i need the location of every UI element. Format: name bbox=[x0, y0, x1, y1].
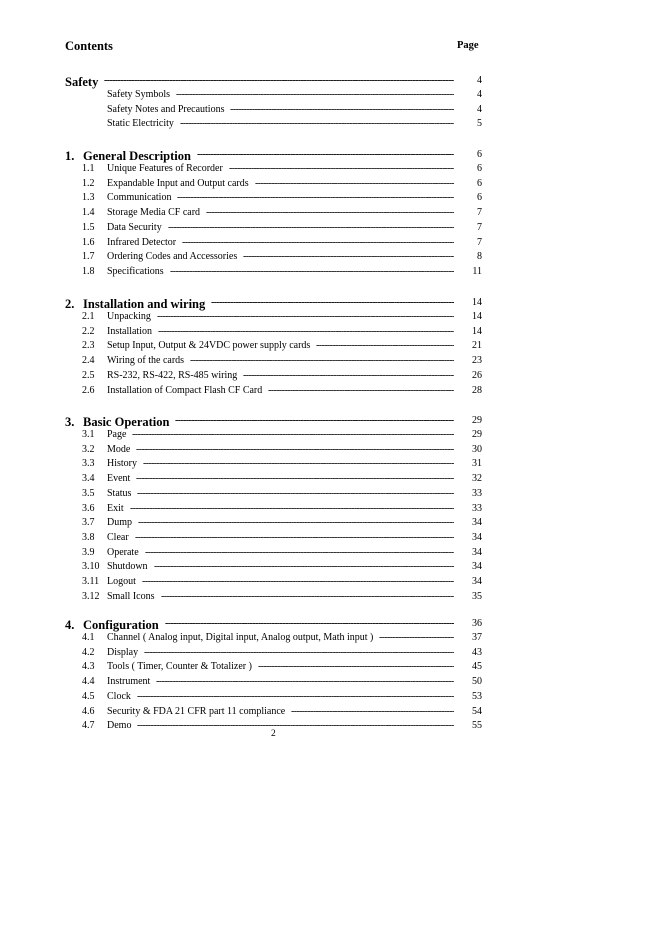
entry-number: 4.4 bbox=[82, 676, 95, 688]
section-page-number: 4 bbox=[477, 75, 482, 86]
entry-number: 3.11 bbox=[82, 576, 100, 587]
entry-page-number: 53 bbox=[472, 690, 482, 702]
dot-leader bbox=[135, 532, 454, 543]
entry-number: 1.1 bbox=[82, 163, 95, 174]
entry-number: 4.3 bbox=[82, 661, 95, 673]
entry-title: Safety Notes and Precautions bbox=[107, 103, 225, 115]
entry-page-number: 5 bbox=[477, 118, 482, 130]
entry-title: Instrument bbox=[107, 676, 151, 688]
dot-leader bbox=[258, 661, 454, 672]
entry-page-number: 30 bbox=[472, 443, 482, 455]
entry-page-number: 34 bbox=[472, 576, 482, 587]
entry-title: Event bbox=[107, 473, 131, 485]
dot-leader bbox=[104, 75, 454, 86]
page-column-label: Page bbox=[457, 40, 479, 51]
entry-page-number: 31 bbox=[472, 458, 482, 470]
dot-leader bbox=[136, 444, 454, 455]
entry-page-number: 32 bbox=[472, 473, 482, 485]
entry-title: Expandable Input and Output cards bbox=[107, 177, 249, 189]
dot-leader bbox=[197, 149, 454, 160]
entry-page-number: 29 bbox=[472, 429, 482, 440]
dot-leader bbox=[170, 266, 454, 277]
dot-leader bbox=[137, 720, 454, 731]
dot-leader bbox=[206, 207, 454, 218]
entry-page-number: 50 bbox=[472, 676, 482, 688]
entry-number: 2.1 bbox=[82, 311, 95, 322]
section-number: 3. bbox=[65, 415, 75, 429]
entry-page-number: 4 bbox=[477, 89, 482, 100]
entry-title: Exit bbox=[107, 502, 124, 514]
section-page-number: 36 bbox=[472, 618, 482, 629]
entry-title: Status bbox=[107, 487, 132, 499]
entry-number: 3.10 bbox=[82, 561, 100, 573]
entry-number: 2.4 bbox=[82, 355, 95, 367]
entry-title: Installation of Compact Flash CF Card bbox=[107, 384, 263, 396]
dot-leader bbox=[137, 691, 454, 702]
dot-leader bbox=[143, 458, 454, 469]
entry-title: RS-232, RS-422, RS-485 wiring bbox=[107, 369, 238, 381]
entry-number: 3.12 bbox=[82, 590, 100, 602]
entry-title: Channel ( Analog input, Digital input, Analog output, Math input ) bbox=[107, 632, 374, 643]
entry-title: Clear bbox=[107, 531, 129, 543]
section-title: Safety bbox=[65, 75, 99, 89]
dot-leader bbox=[136, 473, 454, 484]
entry-page-number: 54 bbox=[472, 705, 482, 717]
entry-title: Infrared Detector bbox=[107, 236, 177, 248]
dot-leader bbox=[291, 706, 454, 717]
entry-title: Operate bbox=[107, 546, 139, 558]
entry-number: 2.5 bbox=[82, 369, 95, 381]
entry-number: 2.2 bbox=[82, 325, 95, 337]
entry-number: 1.6 bbox=[82, 236, 95, 248]
entry-number: 3.7 bbox=[82, 517, 95, 529]
entry-number: 4.7 bbox=[82, 720, 95, 732]
section-page-number: 14 bbox=[472, 297, 482, 308]
entry-page-number: 55 bbox=[472, 720, 482, 732]
dot-leader bbox=[211, 297, 454, 308]
entry-page-number: 35 bbox=[472, 590, 482, 602]
entry-page-number: 28 bbox=[472, 384, 482, 396]
entry-number: 1.4 bbox=[82, 207, 95, 219]
entry-title: Mode bbox=[107, 443, 131, 455]
entry-number: 4.5 bbox=[82, 690, 95, 702]
dot-leader bbox=[161, 591, 454, 602]
entry-page-number: 34 bbox=[472, 531, 482, 543]
entry-title: Setup Input, Output & 24VDC power supply cards bbox=[107, 340, 311, 352]
dot-leader bbox=[243, 251, 454, 262]
entry-page-number: 6 bbox=[477, 163, 482, 174]
section-title: Basic Operation bbox=[83, 415, 170, 429]
entry-number: 4.2 bbox=[82, 646, 95, 658]
dot-leader bbox=[182, 237, 454, 248]
dot-leader bbox=[132, 429, 454, 440]
entry-page-number: 23 bbox=[472, 355, 482, 367]
entry-title: Ordering Codes and Accessories bbox=[107, 251, 238, 263]
entry-number: 3.9 bbox=[82, 546, 95, 558]
entry-page-number: 26 bbox=[472, 369, 482, 381]
entry-title: Small Icons bbox=[107, 590, 155, 602]
entry-title: Wiring of the cards bbox=[107, 355, 185, 367]
entry-page-number: 34 bbox=[472, 561, 482, 573]
dot-leader bbox=[190, 355, 454, 366]
dot-leader bbox=[243, 370, 454, 381]
entry-title: Safety Symbols bbox=[107, 89, 171, 100]
entry-title: Storage Media CF card bbox=[107, 207, 201, 219]
entry-number: 1.7 bbox=[82, 251, 95, 263]
entry-page-number: 6 bbox=[477, 177, 482, 189]
entry-number: 3.5 bbox=[82, 487, 95, 499]
dot-leader bbox=[137, 488, 454, 499]
section-number: 4. bbox=[65, 618, 75, 632]
entry-title: Security & FDA 21 CFR part 11 compliance bbox=[107, 705, 286, 717]
entry-page-number: 11 bbox=[472, 265, 482, 277]
dot-leader bbox=[268, 385, 454, 396]
section-page-number: 29 bbox=[472, 415, 482, 426]
entry-page-number: 34 bbox=[472, 546, 482, 558]
entry-number: 1.8 bbox=[82, 265, 95, 277]
section-number: 2. bbox=[65, 297, 75, 311]
entry-number: 3.4 bbox=[82, 473, 95, 485]
entry-page-number: 43 bbox=[472, 646, 482, 658]
dot-leader bbox=[156, 676, 454, 687]
entry-page-number: 6 bbox=[477, 192, 482, 204]
entry-title: Communication bbox=[107, 192, 172, 204]
entry-number: 3.8 bbox=[82, 531, 95, 543]
dot-leader bbox=[144, 647, 454, 658]
entry-page-number: 21 bbox=[472, 340, 482, 352]
dot-leader bbox=[168, 222, 454, 233]
section-title: Configuration bbox=[83, 618, 159, 632]
entry-title: Specifications bbox=[107, 265, 164, 277]
contents-title: Contents bbox=[65, 39, 113, 53]
entry-page-number: 14 bbox=[472, 325, 482, 337]
entry-title: Demo bbox=[107, 720, 132, 732]
dot-leader bbox=[138, 517, 454, 528]
entry-title: Dump bbox=[107, 517, 132, 529]
entry-page-number: 33 bbox=[472, 502, 482, 514]
dot-leader bbox=[157, 311, 454, 322]
entry-title: Data Security bbox=[107, 221, 162, 233]
entry-title: Unpacking bbox=[107, 311, 151, 322]
entry-page-number: 4 bbox=[477, 103, 482, 115]
entry-page-number: 7 bbox=[477, 207, 482, 219]
entry-title: History bbox=[107, 458, 137, 470]
entry-page-number: 45 bbox=[472, 661, 482, 673]
section-title: General Description bbox=[83, 149, 191, 163]
entry-title: Page bbox=[107, 429, 127, 440]
dot-leader bbox=[130, 503, 454, 514]
dot-leader bbox=[379, 632, 454, 643]
dot-leader bbox=[255, 178, 454, 189]
entry-page-number: 37 bbox=[472, 632, 482, 643]
entry-number: 3.2 bbox=[82, 443, 95, 455]
entry-page-number: 14 bbox=[472, 311, 482, 322]
entry-number: 2.6 bbox=[82, 384, 95, 396]
entry-title: Logout bbox=[107, 576, 136, 587]
entry-title: Clock bbox=[107, 690, 131, 702]
entry-number: 2.3 bbox=[82, 340, 95, 352]
dot-leader bbox=[158, 326, 454, 337]
dot-leader bbox=[229, 163, 454, 174]
entry-title: Tools ( Timer, Counter & Totalizer ) bbox=[107, 661, 252, 673]
dot-leader bbox=[175, 415, 454, 426]
entry-title: Static Electricity bbox=[107, 118, 174, 130]
entry-number: 4.6 bbox=[82, 705, 95, 717]
dot-leader bbox=[145, 547, 454, 558]
entry-page-number: 33 bbox=[472, 487, 482, 499]
dot-leader bbox=[142, 576, 454, 587]
entry-title: Shutdown bbox=[107, 561, 148, 573]
entry-page-number: 7 bbox=[477, 221, 482, 233]
entry-title: Installation bbox=[107, 325, 152, 337]
entry-number: 3.3 bbox=[82, 458, 95, 470]
dot-leader bbox=[176, 89, 454, 100]
dot-leader bbox=[180, 118, 454, 129]
dot-leader bbox=[230, 104, 454, 115]
entry-number: 3.6 bbox=[82, 502, 95, 514]
entry-page-number: 7 bbox=[477, 236, 482, 248]
dot-leader bbox=[316, 340, 454, 351]
dot-leader bbox=[154, 561, 454, 572]
entry-number: 1.5 bbox=[82, 221, 95, 233]
section-page-number: 6 bbox=[477, 149, 482, 160]
section-title: Installation and wiring bbox=[83, 297, 206, 311]
section-number: 1. bbox=[65, 149, 75, 163]
entry-number: 3.1 bbox=[82, 429, 95, 440]
entry-title: Display bbox=[107, 646, 139, 658]
entry-page-number: 34 bbox=[472, 517, 482, 529]
entry-number: 4.1 bbox=[82, 632, 95, 643]
entry-page-number: 8 bbox=[477, 251, 482, 263]
entry-title: Unique Features of Recorder bbox=[107, 163, 223, 174]
dot-leader bbox=[177, 192, 454, 203]
entry-number: 1.3 bbox=[82, 192, 95, 204]
entry-number: 1.2 bbox=[82, 177, 95, 189]
page-number: 2 bbox=[271, 729, 276, 739]
dot-leader bbox=[165, 618, 454, 629]
